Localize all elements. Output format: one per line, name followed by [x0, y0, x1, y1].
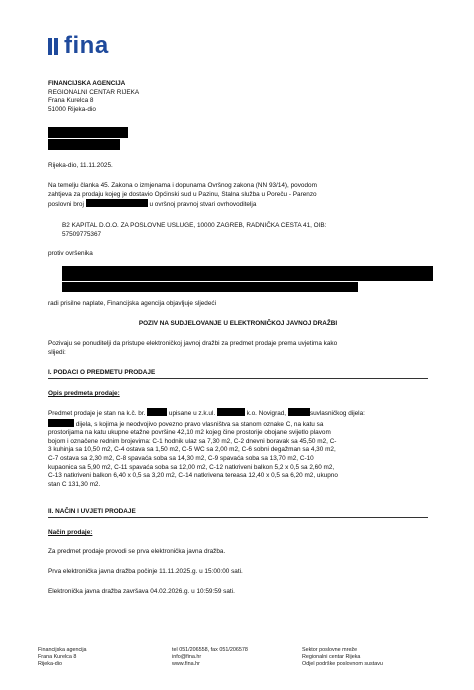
fina-logo: [48, 33, 109, 59]
footer-email[interactable]: info@fina.hr: [172, 654, 202, 660]
sender-line-3: Frana Kurelca 8: [48, 97, 94, 105]
redacted-block: [48, 139, 120, 150]
logo-text: fina: [64, 32, 109, 59]
against-label: protiv ovršenika: [48, 250, 93, 257]
footer-line: Regionalni centar Rijeka: [302, 654, 361, 660]
creditor-oib: 57509775367: [62, 230, 102, 238]
paragraph-auction-end: Elektronička javna dražba završava 04.02.2026.g. u 10:59:59 sati.: [48, 588, 235, 595]
footer-column-contact: [172, 647, 292, 668]
opis-line: C-13 natkriveni balkon 6,40 x 0,5 sa 3,20 m2, C-14 natkrivena tereasa 12,40 x 0,5 sa 6,20 m2, ukupno: [48, 472, 338, 480]
redacted-inline: [147, 408, 167, 416]
redacted-debtor: [62, 282, 358, 292]
invite-line: Pozivaju se ponuditelji da pristupe elektroničkoj javnoj dražbi za predmet prodaje prema uvjetima kako: [48, 340, 338, 347]
footer-line: Rijeka-dio: [38, 661, 62, 667]
opis-text: suvlasničkog dijela:: [309, 410, 365, 417]
redacted-inline: [48, 419, 74, 427]
section-1-heading: I. PODACI O PREDMETU PRODAJE: [48, 369, 156, 376]
paragraph-auction-start: Prva elektronička javna dražba počinje 11.11.2025.g. u 15:00:00 sati.: [48, 568, 243, 575]
creditor-line: B2 KAPITAL D.O.O. ZA POSLOVNE USLUGE, 10000 ZAGREB, RADNIČKA CESTA 41, OIB:: [62, 222, 327, 229]
opis-line: stan C 131,30 m2.: [48, 480, 101, 488]
section-2-heading: II. NAČIN I UVJETI PRODAJE: [48, 508, 136, 515]
intro-paragraph: [48, 182, 428, 210]
footer-line: Financijska agencija: [38, 647, 87, 653]
opis-line: [48, 419, 438, 430]
invite-line: slijedi:: [48, 348, 66, 356]
redacted-debtor: [62, 266, 433, 281]
creditor-block: [62, 222, 442, 239]
paragraph-first-auction: Za predmet prodaje provodi se prva elektronička javna dražba.: [48, 548, 226, 555]
intro-line: [48, 199, 428, 210]
nacin-heading: Način prodaje:: [48, 529, 93, 536]
opis-text: upisane u z.k.ul.: [168, 410, 216, 417]
opis-heading: Opis predmeta prodaje:: [48, 390, 120, 397]
radi-line: radi prisilne naplate, Financijska agencija objavljuje sljedeći: [48, 300, 217, 307]
sender-line-4: 51000 Rijeka-dio: [48, 105, 96, 113]
intro-line: Na temelju članka 45. Zakona o izmjenama i dopunama Ovršnog zakona (NN 93/14), povodom: [48, 182, 317, 189]
footer-column-department: [302, 647, 442, 668]
opis-line: 3 kuhinja sa 10,50 m2, C-4 ostava sa 1,50 m2, C-5 WC sa 2,00 m2, C-6 sobni degažman sa 4,30 m2,: [48, 446, 336, 454]
intro-text: poslovni broj: [48, 201, 84, 209]
opis-line: C-7 ostava sa 2,30 m2, C-8 spavaća soba sa 14,30 m2, C-9 spavaća soba sa 13,70 m2, C-10: [48, 454, 314, 462]
logo-bars-icon: [48, 38, 58, 55]
redacted-block: [48, 127, 128, 138]
opis-line: bojom i označene rednim brojevima: C-1 hodnik ulaz sa 7,30 m2, C-2 dnevni boravak sa 45,50 m2, C-: [48, 437, 337, 445]
footer-line: Odjel podrške poslovnom sustavu: [302, 661, 383, 667]
sender-address: [48, 80, 248, 114]
redacted-inline: [86, 199, 148, 207]
opis-text: Predmet prodaje je stan na k.č. br.: [48, 410, 146, 417]
opis-line: prostorijama na katu ukupne etažne površine 42,10 m2 kojeg čine prostorije obojane svijetlo plavom: [48, 429, 331, 437]
redacted-inline: [288, 408, 310, 416]
opis-text: dijela, s kojima je neodvojivo povezno pravo vlasništva sa stanom oznake C, na katu sa: [75, 420, 324, 428]
intro-text: u ovršnoj pravnoj stvari ovrhovoditelja: [149, 201, 257, 209]
opis-line: [48, 408, 438, 419]
footer-line: Frana Kurelca 8: [38, 654, 77, 660]
opis-paragraph: [48, 408, 438, 489]
footer-line: tel 051/206558, fax 051/206578: [172, 647, 248, 653]
redacted-inline: [217, 408, 245, 416]
opis-text: k.o. Novigrad,: [246, 410, 287, 417]
footer-column-address: [38, 647, 158, 668]
sender-line-1: FINANCIJSKA AGENCIJA: [48, 80, 126, 87]
opis-line: kupaonica sa 5,90 m2, C-11 spavaća soba sa 12,00 m2, C-12 natkriveni balkon 5,2 x 0,5 sa 2,60 m2,: [48, 463, 335, 471]
document-title: POZIV NA SUDJELOVANJE U ELEKTRONIČKOJ JAVNOJ DRAŽBI: [138, 320, 338, 327]
intro-line: zahtjeva za prodaju kojeg je dostavio Općinski sud u Pazinu, Stalna služba u Poreču - Parenzo: [48, 190, 317, 198]
section-divider: [48, 378, 428, 379]
sender-line-2: REGIONALNI CENTAR RIJEKA: [48, 88, 140, 96]
section-divider: [48, 517, 428, 518]
invite-paragraph: [48, 340, 428, 357]
footer-line: Sektor poslovne mreže: [302, 647, 358, 653]
date-line: Rijeka-dio, 11.11.2025.: [48, 162, 113, 169]
footer-website[interactable]: www.fina.hr: [172, 661, 200, 667]
